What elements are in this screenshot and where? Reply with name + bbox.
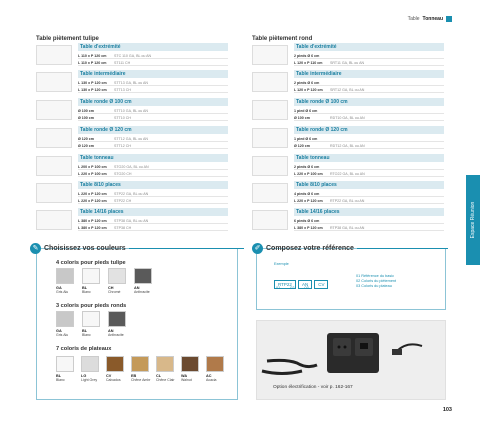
table-thumbnail xyxy=(36,210,72,230)
swatch-label xyxy=(156,374,174,382)
row-dimension: L 220 x P 120 cm xyxy=(78,199,107,203)
row-reference: STT13 GA, BL ou AN xyxy=(114,81,149,85)
swatch-code: GA xyxy=(56,329,62,333)
row-reference: RDT12 GA, BL ou AN xyxy=(330,144,365,148)
example-label: Exemple xyxy=(274,262,289,266)
row-dimension: L 130 x P 120 cm xyxy=(78,81,107,85)
palette-icon: ✎ xyxy=(30,243,41,254)
swatch-name: Acacia xyxy=(206,378,217,382)
row-line xyxy=(294,198,444,204)
row-dimension: 2 pieds Ø 6 cm xyxy=(294,165,320,169)
side-tab-label: Espace Réunion xyxy=(470,201,476,239)
swatch-code: WA xyxy=(181,374,188,378)
swatch-name: Calvados xyxy=(106,378,121,382)
row-line xyxy=(294,87,444,93)
ref-num-1: 01 xyxy=(276,286,281,290)
row-reference: STO20 CH xyxy=(114,172,132,176)
row-reference: RTP38 GA, BL ou AN xyxy=(330,226,365,230)
table-row xyxy=(36,70,226,96)
row-reference: ST111 CH xyxy=(114,61,131,65)
row-reference: SRT12 GA, BL ou AN xyxy=(330,88,365,92)
row-reference: STP22 GA, BL ou AN xyxy=(114,192,149,196)
row-reference: STP38 GA, BL ou AN xyxy=(114,219,149,223)
swatch-code: AN xyxy=(134,286,140,290)
row-title: Table tonneau xyxy=(294,154,444,162)
row-title: Table intermédiaire xyxy=(294,70,444,78)
row-line xyxy=(78,198,228,204)
right-section-title: Table piètement rond xyxy=(252,36,313,42)
row-title: Table d'extrémité xyxy=(294,43,444,51)
swatch-label xyxy=(82,286,91,294)
row-line xyxy=(294,136,444,142)
color-swatch xyxy=(206,356,224,372)
row-line xyxy=(78,164,228,170)
left-section-title: Table piètement tulipe xyxy=(36,36,99,42)
code-box-ref: RTP22 xyxy=(274,280,296,289)
swatch-code: EB xyxy=(131,374,137,378)
row-line xyxy=(294,60,444,66)
row-dimension: Ø 100 cm xyxy=(78,116,94,120)
row-line xyxy=(78,108,228,114)
table-row xyxy=(36,181,226,207)
row-dimension: L 120 x P 110 cm xyxy=(294,61,323,65)
row-dimension: L 380 x P 120 cm xyxy=(78,219,107,223)
swatch-name: Chromé xyxy=(108,290,121,294)
row-dimension: L 380 x P 120 cm xyxy=(294,226,323,230)
row-dimension: 4 pieds Ø 6 cm xyxy=(294,192,320,196)
code-box-top: CV xyxy=(314,280,328,289)
swatch-name: Blanc xyxy=(56,378,65,382)
table-row xyxy=(252,208,442,234)
table-row xyxy=(252,98,442,124)
header-square-icon xyxy=(446,16,452,22)
swatch-label xyxy=(131,374,150,382)
row-reference: STO20 GA, BL ou AN xyxy=(114,165,149,169)
row-reference: STT13 CH xyxy=(114,88,131,92)
table-row xyxy=(252,43,442,69)
row-line xyxy=(78,60,228,66)
table-row xyxy=(252,154,442,180)
photo-caption: Option électrification - voir p. 162-167 xyxy=(273,385,353,390)
row-line xyxy=(294,108,444,114)
legend-item: 01 Référence du basic xyxy=(356,274,394,278)
row-line xyxy=(78,191,228,197)
row-reference: STP22 CH xyxy=(114,199,132,203)
color-swatch xyxy=(134,268,152,284)
row-reference: STT12 CH xyxy=(114,144,131,148)
table-thumbnail xyxy=(36,156,72,176)
swatch-code: BL xyxy=(82,286,88,290)
color-swatch xyxy=(181,356,199,372)
color-swatch xyxy=(131,356,149,372)
pencil-icon: ✐ xyxy=(252,243,263,254)
row-dimension: 1 pied Ø 6 cm xyxy=(294,109,318,113)
swatch-label xyxy=(82,329,91,337)
swatch-label xyxy=(56,374,65,382)
color-swatch xyxy=(56,268,74,284)
row-line xyxy=(294,53,444,59)
swatch-name: Anthracite xyxy=(108,333,124,337)
header-label: Table xyxy=(407,16,420,22)
swatch-code: CV xyxy=(106,374,112,378)
swatch-name: Blanc xyxy=(82,333,91,337)
row-dimension: Ø 120 cm xyxy=(78,144,94,148)
row-dimension: L 380 x P 120 cm xyxy=(78,226,107,230)
plateaux-title: 7 coloris de plateaux xyxy=(56,346,112,352)
row-line xyxy=(78,80,228,86)
row-line xyxy=(294,225,444,231)
row-title: Table intermédiaire xyxy=(78,70,228,78)
row-dimension: Ø 120 cm xyxy=(294,144,310,148)
row-line xyxy=(78,171,228,177)
row-line xyxy=(294,115,444,121)
swatch-label xyxy=(81,374,97,382)
row-reference: STC 110 GA, BL ou AN xyxy=(114,54,152,58)
row-title: Table 14/16 places xyxy=(294,208,444,216)
row-reference: RDT10 GA, BL ou AN xyxy=(330,116,365,120)
row-title: Table d'extrémité xyxy=(78,43,228,51)
row-title: Table ronde Ø 120 cm xyxy=(78,126,228,134)
color-swatch xyxy=(82,311,100,327)
code-box-leg: AN xyxy=(298,280,312,289)
table-thumbnail xyxy=(252,210,288,230)
table-thumbnail xyxy=(252,100,288,120)
row-title: Table 14/16 places xyxy=(78,208,228,216)
swatch-label xyxy=(134,286,150,294)
row-title: Table 8/10 places xyxy=(78,181,228,189)
colors-title: Choisissez vos couleurs xyxy=(44,245,126,252)
row-line xyxy=(78,218,228,224)
reference-title: Composez votre référence xyxy=(266,245,354,252)
rond-title: 3 coloris pour pieds ronds xyxy=(56,303,127,309)
row-reference: RTP22 GA, BL ou AN xyxy=(330,199,365,203)
swatch-label xyxy=(108,329,124,337)
table-row xyxy=(36,126,226,152)
swatch-code: CL xyxy=(156,374,162,378)
swatch-label xyxy=(56,286,68,294)
swatch-name: Light Grey xyxy=(81,378,98,382)
table-row xyxy=(36,154,226,180)
row-title: Table ronde Ø 120 cm xyxy=(294,126,444,134)
table-thumbnail xyxy=(36,100,72,120)
row-dimension: L 220 x P 100 cm xyxy=(294,172,323,176)
reference-banner xyxy=(252,243,448,254)
color-swatch xyxy=(81,356,99,372)
swatch-code: AC xyxy=(206,374,212,378)
row-dimension: L 130 x P 120 cm xyxy=(78,88,107,92)
table-row xyxy=(252,126,442,152)
ref-num-3: 03 xyxy=(304,286,309,290)
row-line xyxy=(294,80,444,86)
table-thumbnail xyxy=(36,45,72,65)
table-thumbnail xyxy=(252,72,288,92)
table-thumbnail xyxy=(36,183,72,203)
color-swatch xyxy=(82,268,100,284)
table-thumbnail xyxy=(252,156,288,176)
row-reference: STT12 GA, BL ou AN xyxy=(114,137,149,141)
row-dimension: Ø 100 cm xyxy=(78,109,94,113)
legend-item: 03 Coloris du plateau xyxy=(356,284,392,288)
swatch-code: GA xyxy=(56,286,62,290)
swatch-code: CH xyxy=(108,286,114,290)
electrification-photo xyxy=(256,320,446,400)
row-line xyxy=(78,225,228,231)
table-row xyxy=(36,98,226,124)
color-swatch xyxy=(56,356,74,372)
row-reference: SRT11 GA, BL ou AN xyxy=(330,61,365,65)
side-tab[interactable] xyxy=(466,175,480,265)
row-line xyxy=(78,115,228,121)
table-row xyxy=(36,43,226,69)
row-line xyxy=(78,136,228,142)
swatch-label xyxy=(108,286,120,294)
row-title: Table ronde Ø 100 cm xyxy=(78,98,228,106)
row-dimension: 6 pieds Ø 6 cm xyxy=(294,219,320,223)
reference-numbers xyxy=(276,286,309,291)
row-title: Table ronde Ø 100 cm xyxy=(294,98,444,106)
tulipe-title: 4 coloris pour pieds tulipe xyxy=(56,260,126,266)
swatch-name: Gris Alu xyxy=(56,333,69,337)
row-reference: STT10 CH xyxy=(114,116,131,120)
table-row xyxy=(252,70,442,96)
row-dimension: 1 pied Ø 6 cm xyxy=(294,137,318,141)
table-thumbnail xyxy=(252,128,288,148)
swatch-code: AN xyxy=(108,329,114,333)
table-row xyxy=(36,208,226,234)
swatch-name: Anthracite xyxy=(134,290,150,294)
running-header xyxy=(408,16,452,22)
legend-item: 02 Coloris du piètement xyxy=(356,279,397,283)
row-line xyxy=(294,143,444,149)
reference-legend xyxy=(356,274,396,289)
swatch-label xyxy=(106,374,121,382)
row-dimension: L 220 x P 120 cm xyxy=(294,199,323,203)
row-line xyxy=(78,143,228,149)
row-title: Table 8/10 places xyxy=(294,181,444,189)
header-bold: Tonneau xyxy=(422,16,443,22)
table-thumbnail xyxy=(252,45,288,65)
row-dimension: L 110 x P 120 cm xyxy=(78,54,107,58)
table-thumbnail xyxy=(252,183,288,203)
table-row xyxy=(252,181,442,207)
row-dimension: 2 pieds Ø 6 cm xyxy=(294,54,320,58)
page-number: 103 xyxy=(442,407,452,413)
row-line xyxy=(294,191,444,197)
swatch-code: LG xyxy=(81,374,87,378)
color-swatch xyxy=(106,356,124,372)
swatch-name: Chêne Clair xyxy=(156,378,175,382)
table-thumbnail xyxy=(36,72,72,92)
row-line xyxy=(78,87,228,93)
row-line xyxy=(294,171,444,177)
row-dimension: L 220 x P 120 cm xyxy=(78,192,107,196)
swatch-code: BL xyxy=(82,329,88,333)
row-dimension: L 220 x P 100 cm xyxy=(78,172,107,176)
swatch-name: Gris Alu xyxy=(56,290,69,294)
row-reference: RTO22 GA, BL ou AN xyxy=(330,172,365,176)
row-line xyxy=(78,53,228,59)
row-reference: STT10 GA, BL ou AN xyxy=(114,109,149,113)
row-dimension: Ø 100 cm xyxy=(294,116,310,120)
swatch-label xyxy=(181,374,192,382)
color-swatch xyxy=(56,311,74,327)
swatch-name: Blanc xyxy=(82,290,91,294)
row-dimension: L 200 x P 100 cm xyxy=(78,165,107,169)
row-dimension: 2 pieds Ø 6 cm xyxy=(294,81,320,85)
row-dimension: L 120 x P 120 cm xyxy=(294,88,323,92)
row-line xyxy=(294,218,444,224)
row-dimension: Ø 120 cm xyxy=(78,137,94,141)
color-swatch xyxy=(108,268,126,284)
swatch-label xyxy=(206,374,217,382)
row-dimension: L 110 x P 120 cm xyxy=(78,61,107,65)
row-line xyxy=(294,164,444,170)
color-swatch xyxy=(108,311,126,327)
table-thumbnail xyxy=(36,128,72,148)
swatch-name: Chêne Ambr xyxy=(131,378,151,382)
row-reference: STP38 CH xyxy=(114,226,132,230)
colors-banner xyxy=(30,243,244,254)
swatch-label xyxy=(56,329,68,337)
color-swatch xyxy=(156,356,174,372)
ref-num-2: 02 xyxy=(290,286,295,290)
swatch-name: Walnut xyxy=(181,378,192,382)
row-title: Table tonneau xyxy=(78,154,228,162)
swatch-code: BL xyxy=(56,374,62,378)
